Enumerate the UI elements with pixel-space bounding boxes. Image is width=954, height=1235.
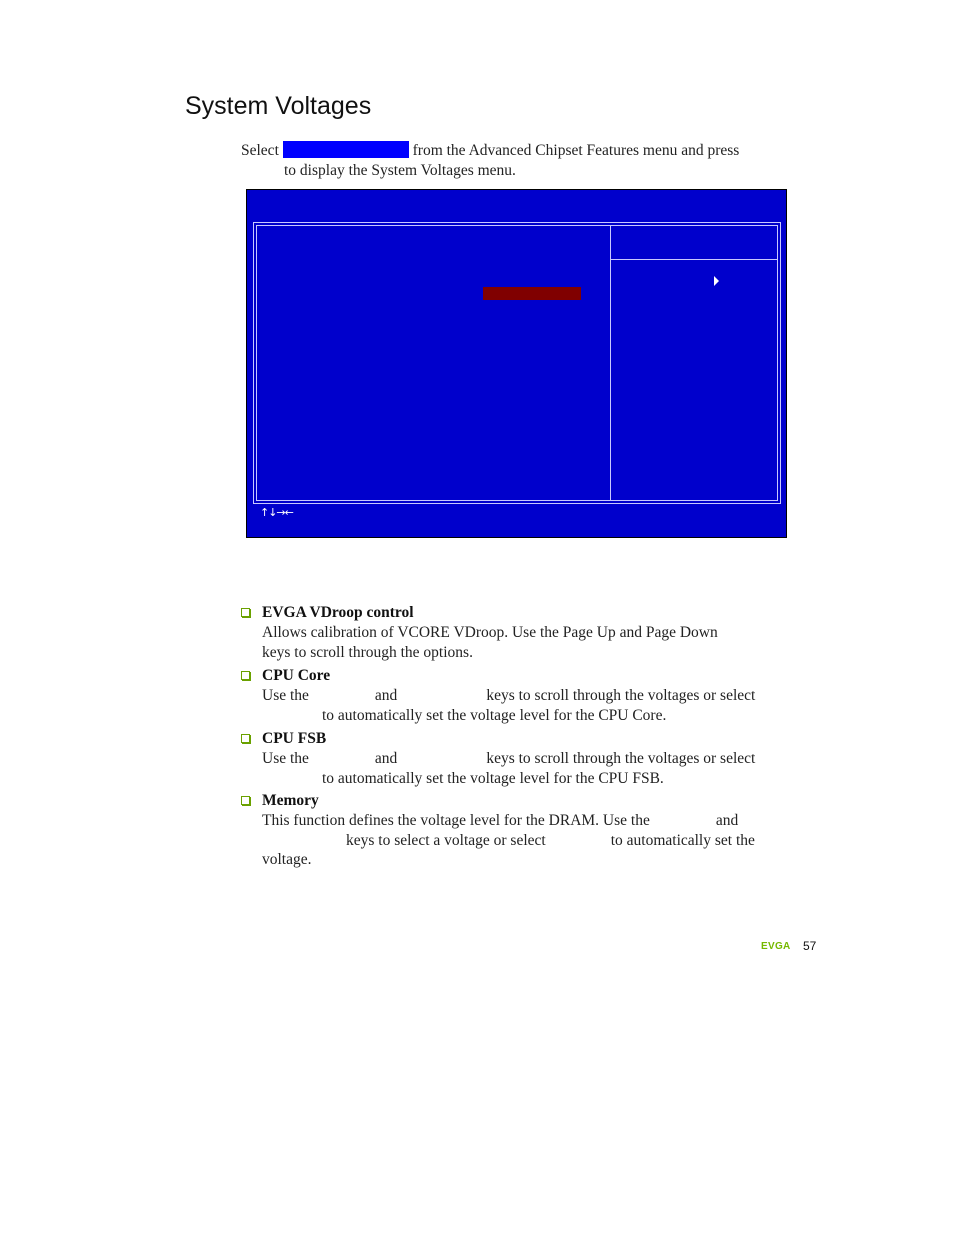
bios-selected-value [483,287,581,300]
bios-menu-inner [256,225,778,501]
bios-help-divider [610,226,611,500]
item-memory [241,791,801,870]
item-body: Use the and keys to scroll through the voltages or select to automatically set the voltage level for the CPU FSB. [262,750,756,787]
intro-select-text: Select [241,142,279,159]
intro-after-text: from the Advanced Chipset Features menu and press [412,142,740,159]
item-title: CPU FSB [262,730,327,747]
item-title: EVGA VDroop control [262,604,414,621]
item-title: CPU Core [262,667,331,684]
bios-nav-keys: ↑↓→← [260,506,293,519]
triangle-right-icon [714,276,719,286]
item-body: Use the and keys to scroll through the voltages or select to automatically set the voltage level for the CPU Core. [262,687,756,724]
bios-help-header-line [610,259,777,260]
item-cpu-core [241,666,801,725]
bios-menu-frame [253,222,781,504]
intro-paragraph [241,141,786,180]
item-title: Memory [262,792,319,809]
item-cpu-fsb [241,729,801,788]
highlighted-menu-name [283,141,409,158]
item-body: Allows calibration of VCORE VDroop. Use the Page Up and Page Down keys to scroll through the options. [262,624,718,661]
intro-line-2: to display the System Voltages menu. [284,161,516,179]
checkbox-bullet-icon [241,608,250,617]
page-title: System Voltages [185,92,372,120]
page-number: 57 [803,939,817,953]
item-body: This function defines the voltage level for the DRAM. Use the and keys to select a voltage or select to automatically set the voltage. [262,812,755,868]
bios-screenshot [246,189,787,538]
item-evga-vdroop [241,603,801,662]
checkbox-bullet-icon [241,671,250,680]
footer-brand: EVGA [761,941,791,952]
checkbox-bullet-icon [241,734,250,743]
checkbox-bullet-icon [241,796,250,805]
